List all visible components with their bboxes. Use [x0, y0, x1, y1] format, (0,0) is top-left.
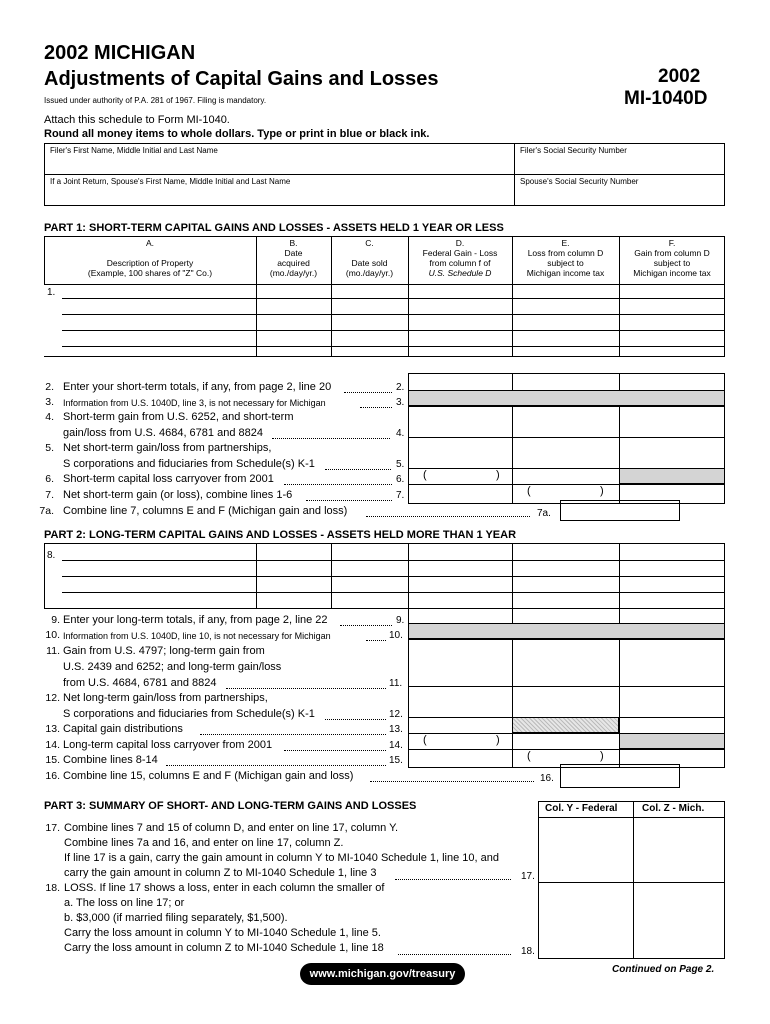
line6-paren-close: ): [496, 469, 500, 481]
line6-num: 6.: [45, 473, 54, 485]
line16-field[interactable]: [560, 764, 680, 788]
filer-name-field[interactable]: [45, 157, 513, 173]
line7a-text: Combine line 7, columns E and F (Michigan gain and loss): [63, 505, 348, 517]
line18-col-z-field[interactable]: [634, 883, 724, 958]
line4-ref: 4.: [396, 428, 405, 439]
line9-ref: 9.: [396, 615, 405, 626]
line7-paren-open: (: [527, 485, 531, 497]
line17-num: 17.: [45, 822, 60, 834]
line1-description-field[interactable]: [62, 284, 256, 356]
col-a-header: A. Description of Property (Example, 100 shares of "Z" Co.): [87, 238, 213, 278]
line11-text-cont2: from U.S. 4684, 6781 and 8824: [63, 677, 217, 689]
line12-ref: 12.: [389, 709, 403, 720]
line3-ref: 3.: [396, 397, 405, 408]
line6-shaded-cell: [619, 468, 725, 484]
line14-paren-open: (: [423, 734, 427, 746]
line2-num: 2.: [45, 381, 54, 393]
line13-ref: 13.: [389, 724, 403, 735]
line15-ref: 15.: [389, 755, 403, 766]
website-link[interactable]: www.michigan.gov/treasury: [300, 963, 465, 985]
line14-num: 14.: [45, 739, 60, 751]
line17-text-2: Combine lines 7a and 16, and enter on line 17, column Z.: [64, 837, 344, 849]
line4-text-cont: gain/loss from U.S. 4684, 6781 and 8824: [63, 427, 263, 439]
round-instruction: Round all money items to whole dollars. Type or print in blue or black ink.: [44, 128, 430, 140]
form-year-title: 2002 MICHIGAN: [44, 42, 196, 64]
line17-text-3: If line 17 is a gain, carry the gain amount in column Y to MI-1040 Schedule 1, line 10, and: [64, 852, 499, 864]
line13-num: 13.: [45, 723, 60, 735]
line3-shaded-cells: [408, 390, 725, 406]
line16-num: 16.: [45, 770, 60, 782]
line7-ref: 7.: [396, 490, 405, 501]
col-y-header: Col. Y - Federal: [545, 803, 618, 814]
line15-text: Combine lines 8-14: [63, 754, 158, 766]
line17-col-z-field[interactable]: [634, 818, 724, 882]
line5-text-cont: S corporations and fiduciaries from Schedule(s) K-1: [63, 458, 315, 470]
line8-label: 8.: [47, 550, 56, 561]
part3-title: PART 3: SUMMARY OF SHORT- AND LONG-TERM GAINS AND LOSSES: [44, 800, 417, 812]
line2-ref: 2.: [396, 382, 405, 393]
line10-ref: 10.: [389, 630, 403, 641]
authority-text: Issued under authority of P.A. 281 of 1967. Filing is mandatory.: [44, 96, 267, 105]
line7-text: Net short-term gain (or loss), combine lines 1-6: [63, 489, 293, 501]
form-year: 2002: [658, 66, 701, 87]
filer-name-label: Filer's First Name, Middle Initial and Last Name: [50, 146, 218, 155]
line15-paren-close: ): [600, 750, 604, 762]
line2-col-e-field[interactable]: [513, 374, 619, 390]
part1-title: PART 1: SHORT-TERM CAPITAL GAINS AND LOSSES - ASSETS HELD 1 YEAR OR LESS: [44, 222, 504, 234]
line17-text-4: carry the gain amount in column Z to MI-1040 Schedule 1, line 3: [64, 867, 377, 879]
line6-ref: 6.: [396, 474, 405, 485]
line10-text: Information from U.S. 1040D, line 10, is not necessary for Michigan: [63, 631, 331, 641]
line14-shaded-cell: [619, 733, 725, 749]
continued-note: Continued on Page 2.: [612, 964, 715, 975]
line4-text: Short-term gain from U.S. 6252, and short-term: [63, 411, 294, 423]
line3-num: 3.: [45, 396, 54, 408]
line2-text: Enter your short-term totals, if any, from page 2, line 20: [63, 381, 332, 393]
line7-paren-close: ): [600, 485, 604, 497]
line6-text: Short-term capital loss carryover from 2001: [63, 473, 274, 485]
line5-num: 5.: [45, 442, 54, 454]
line11-text-cont1: U.S. 2439 and 6252; and long-term gain/loss: [63, 661, 282, 673]
line18-num: 18.: [45, 882, 60, 894]
line18-col-y-field[interactable]: [539, 883, 633, 958]
filer-ssn-field[interactable]: [515, 157, 724, 173]
col-c-header: C. Date sold (mo./day/yr.): [345, 238, 394, 278]
line11-ref: 11.: [389, 678, 403, 689]
line7a-ref: 7a.: [537, 508, 551, 519]
line5-text: Net short-term gain/loss from partnerships,: [63, 442, 272, 454]
form-title: Adjustments of Capital Gains and Losses: [44, 68, 439, 90]
line13-text: Capital gain distributions: [63, 723, 183, 735]
line16-text: Combine line 15, columns E and F (Michigan gain and loss): [63, 770, 354, 782]
line14-text: Long-term capital loss carryover from 2001: [63, 739, 273, 751]
line10-num: 10.: [45, 629, 60, 641]
line17-ref: 17.: [521, 871, 535, 882]
line18-text-4: Carry the loss amount in column Y to MI-1040 Schedule 1, line 5.: [64, 927, 381, 939]
line16-ref: 16.: [540, 773, 554, 784]
filer-ssn-label: Filer's Social Security Number: [520, 146, 627, 155]
spouse-name-field[interactable]: [45, 188, 513, 205]
col-e-header: E. Loss from column D subject to Michigan income tax: [526, 238, 605, 278]
line6-paren-open: (: [423, 469, 427, 481]
col-z-header: Col. Z - Mich.: [642, 803, 705, 814]
line2-col-f-field[interactable]: [620, 374, 724, 390]
line12-text: Net long-term gain/loss from partnerships,: [63, 692, 268, 704]
line11-num: 11.: [46, 645, 60, 657]
line15-paren-open: (: [527, 750, 531, 762]
line13-hatched-cell: [512, 717, 619, 733]
line15-num: 15.: [45, 754, 60, 766]
line14-paren-close: ): [496, 734, 500, 746]
attach-instruction: Attach this schedule to Form MI-1040.: [44, 114, 230, 126]
col-f-header: F. Gain from column D subject to Michigan income tax: [633, 238, 711, 278]
line7a-num: 7a.: [39, 505, 54, 517]
line18-text-5: Carry the loss amount in column Z to MI-1040 Schedule 1, line 18: [64, 942, 384, 954]
line18-option-a: a. The loss on line 17; or: [64, 897, 185, 909]
line11-text: Gain from U.S. 4797; long-term gain from: [63, 645, 265, 657]
col-d-header: D. Federal Gain - Loss from column f of U.S. Schedule D: [422, 238, 498, 278]
line9-num: 9.: [51, 614, 60, 626]
line2-col-d-field[interactable]: [409, 374, 512, 390]
line12-text-cont: S corporations and fiduciaries from Schedule(s) K-1: [63, 708, 315, 720]
spouse-name-label: If a Joint Return, Spouse's First Name, Middle Initial and Last Name: [50, 177, 291, 186]
line17-col-y-field[interactable]: [539, 818, 633, 882]
line8-description-field[interactable]: [62, 544, 256, 608]
form-number: MI-1040D: [624, 88, 708, 109]
line7-num: 7.: [45, 489, 54, 501]
line12-num: 12.: [45, 692, 60, 704]
col-b-header: B. Date acquired (mo./day/yr.): [269, 238, 318, 278]
line4-num: 4.: [45, 411, 54, 423]
line10-shaded-cells: [408, 623, 725, 639]
spouse-ssn-field[interactable]: [515, 188, 724, 205]
line17-text-1: Combine lines 7 and 15 of column D, and enter on line 17, column Y.: [64, 822, 399, 834]
part2-title: PART 2: LONG-TERM CAPITAL GAINS AND LOSSES - ASSETS HELD MORE THAN 1 YEAR: [44, 529, 517, 541]
line9-text: Enter your long-term totals, if any, from page 2, line 22: [63, 614, 328, 626]
line18-text-1: LOSS. If line 17 shows a loss, enter in each column the smaller of: [64, 882, 385, 894]
line3-text: Information from U.S. 1040D, line 3, is not necessary for Michigan: [63, 398, 326, 408]
line18-option-b: b. $3,000 (if married filing separately, $1,500).: [64, 912, 288, 924]
line5-ref: 5.: [396, 459, 405, 470]
line18-ref: 18.: [521, 946, 535, 957]
line1-label: 1.: [47, 287, 56, 298]
line7a-field[interactable]: [560, 500, 680, 521]
spouse-ssn-label: Spouse's Social Security Number: [520, 177, 639, 186]
line14-ref: 14.: [389, 740, 403, 751]
line9-col-d-field[interactable]: [409, 609, 512, 623]
